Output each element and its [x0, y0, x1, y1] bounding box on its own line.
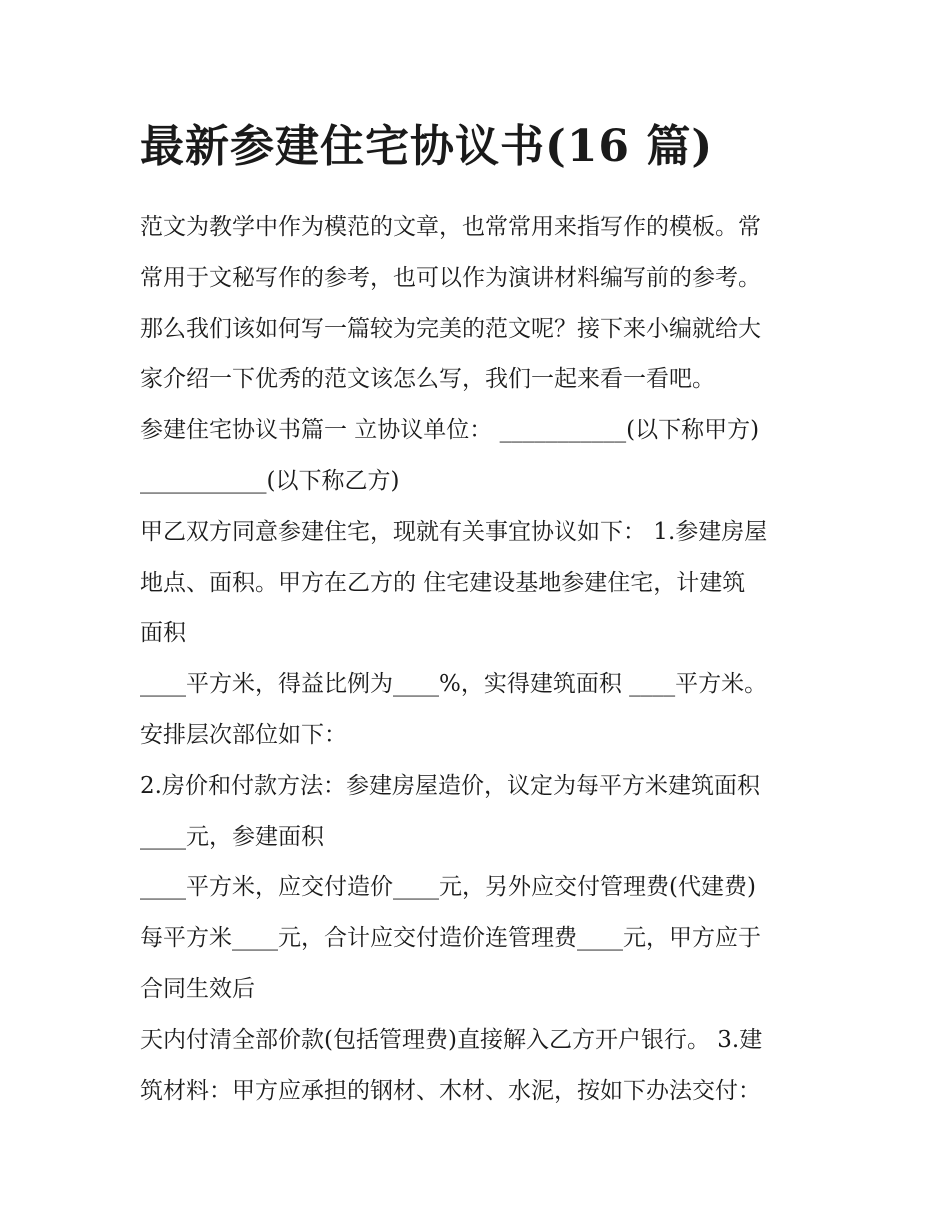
body-line: 安排层次部位如下：	[140, 721, 347, 748]
body-line: 筑材料：甲方应承担的钢材、木材、水泥，按如下办法交付：	[140, 1077, 761, 1104]
body-line: 合同生效后	[140, 975, 255, 1002]
body-line: 地点、面积。甲方在乙方的 住宅建设基地参建住宅，计建筑	[140, 569, 746, 596]
body-line: ___________(以下称乙方)	[140, 467, 400, 494]
body-line: 常用于文秘写作的参考，也可以作为演讲材料编写前的参考。	[140, 264, 761, 291]
body-line: 范文为教学中作为模范的文章，也常常用来指写作的模板。常	[140, 214, 761, 240]
document-body	[140, 202, 820, 1116]
body-line: 2.房价和付款方法：参建房屋造价，议定为每平方米建筑面积	[140, 772, 760, 799]
body-line: ____平方米，得益比例为____%，实得建筑面积 ____平方米。	[140, 671, 768, 698]
body-line: 面积	[140, 620, 186, 647]
document-page	[140, 112, 820, 1116]
document-title: 最新参建住宅协议书(16 篇)	[140, 121, 714, 172]
body-line: 天内付清全部价款(包括管理费)直接解入乙方开户银行。 3.建	[140, 1026, 763, 1053]
body-line: 那么我们该如何写一篇较为完美的范文呢？接下来小编就给大	[140, 315, 761, 342]
body-line: 每平方米____元，合计应交付造价连管理费____元，甲方应于	[140, 925, 761, 952]
body-line: ____平方米，应交付造价____元，另外应交付管理费(代建费)	[140, 874, 756, 901]
body-line: 家介绍一下优秀的范文该怎么写，我们一起来看一看吧。	[140, 366, 715, 393]
body-line: ____元，参建面积	[140, 823, 324, 850]
body-line: 参建住宅协议书篇一 立协议单位： ___________(以下称甲方)	[140, 417, 760, 444]
body-line: 甲乙双方同意参建住宅，现就有关事宜协议如下： 1.参建房屋	[140, 518, 768, 545]
